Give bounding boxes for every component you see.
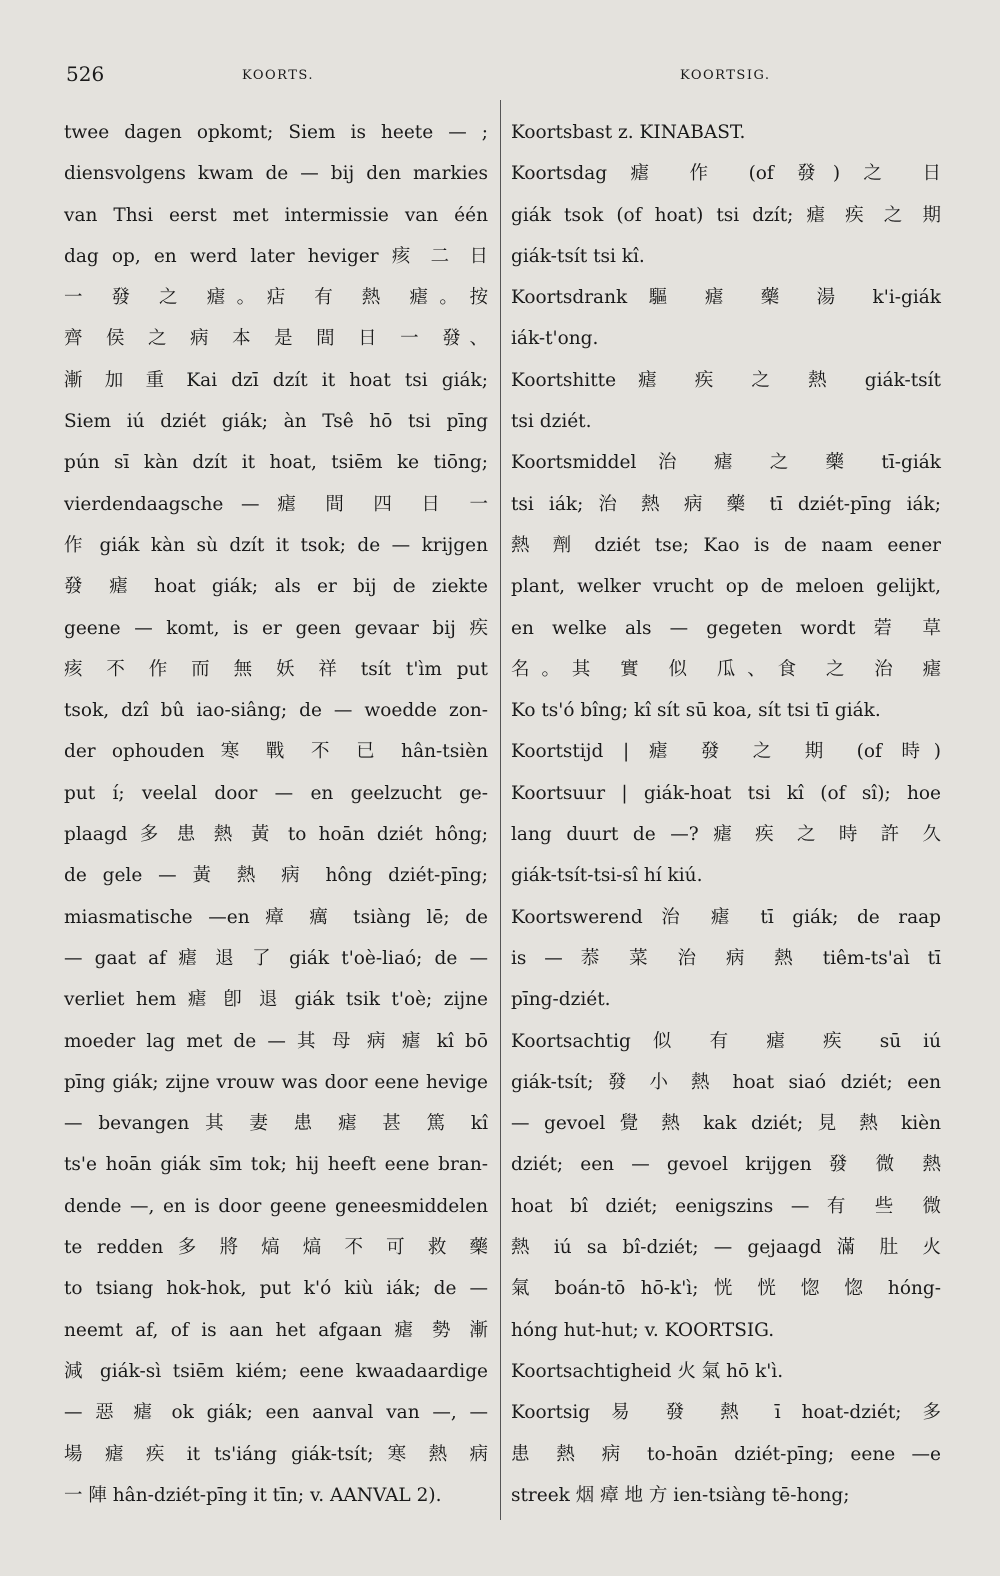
text-line: 名。其 實 似 瓜、食 之 治 瘧 <box>511 658 941 680</box>
text-line: miasmatische —en 瘴 癘 tsiàng lē; de <box>64 906 488 928</box>
text-line: to tsiang hok-hok, put k'ó kiù iák; de — <box>64 1278 488 1300</box>
text-line: 熱 iú sa bî-dziét; — gejaagd 滿 肚 火 <box>511 1237 941 1259</box>
text-line: dag op, en werd later heviger 痎 二 日 <box>64 245 488 267</box>
text-line: pīng-dziét. <box>511 989 611 1011</box>
page-header <box>0 62 1000 92</box>
text-line: giák-tsít; 發 小 熱 hoat siaó dziét; een <box>511 1071 941 1093</box>
text-line: der ophouden 寒 戰 不 已 hân-tsièn <box>64 741 488 763</box>
text-line: ts'e hoān giák sīm tok; hij heeft eene bran- <box>64 1154 488 1176</box>
text-line: Koortsachtig 似 有 瘧 疾 sū iú <box>511 1030 941 1052</box>
text-line: giák-tsít tsi kî. <box>511 245 645 267</box>
text-line: Koortsmiddel 治 瘧 之 藥 tī-giák <box>511 452 941 474</box>
text-line: en welke als — gegeten wordt 菪 草 <box>511 617 941 639</box>
text-line: Koortsachtigheid 火 氣 hō k'ì. <box>511 1360 784 1382</box>
text-line: tsi iák; 治 熱 病 藥 tī dziét-pīng iák; <box>511 493 941 515</box>
text-line: Koortstijd | 瘧 發 之 期 (of 時) <box>511 741 941 763</box>
left-column <box>64 112 488 1516</box>
text-line: streek 烟 瘴 地 方 ien-tsiàng tē-hong; <box>511 1484 850 1506</box>
text-line: dziét; een — gevoel krijgen 發 微 熱 <box>511 1154 941 1176</box>
text-line: hóng hut-hut; v. KOORTSIG. <box>511 1319 775 1341</box>
text-line: 場 瘧 疾 it ts'iáng giák-tsít; 寒 熱 病 <box>64 1443 488 1465</box>
text-line: 患 熱 病 to-hoān dziét-pīng; eene —e <box>511 1443 941 1465</box>
text-line: 一 發 之 瘧。痁 有 熱 瘧。按 <box>64 287 488 309</box>
running-head-right: KOORTSIG. <box>680 68 771 83</box>
text-line: is — 菾 菜 治 病 熱 tiêm-ts'aì tī <box>511 947 941 969</box>
text-line: iák-t'ong. <box>511 328 599 350</box>
text-line: Koortsdag 瘧 作 (of 發) 之 日 <box>511 163 941 185</box>
right-column <box>511 112 941 1516</box>
running-head-left: KOORTS. <box>242 68 314 83</box>
text-line: — bevangen 其 妻 患 瘧 甚 篤 kî <box>64 1113 488 1135</box>
text-line: 漸 加 重 Kai dzī dzít it hoat tsi giák; <box>64 369 488 391</box>
text-line: 齊 侯 之 病 本 是 間 日 一 發、 <box>64 328 488 350</box>
text-line: van Thsi eerst met intermissie van één <box>64 204 488 226</box>
text-line: — gevoel 覺 熱 kak dziét; 見 熱 kièn <box>511 1113 941 1135</box>
text-line: put í; veelal door — en geelzucht ge- <box>64 782 488 804</box>
text-line: de gele — 黃 熱 病 hông dziét-pīng; <box>64 865 488 887</box>
text-line: neemt af, of is aan het afgaan 瘧 勢 漸 <box>64 1319 488 1341</box>
text-line: 熱 劑 dziét tse; Kao is de naam eener <box>511 534 941 556</box>
text-line: giák tsok (of hoat) tsi dzít; 瘧 疾 之 期 <box>511 204 941 226</box>
text-line: 減 giák-sì tsiēm kiém; eene kwaadaardige <box>64 1360 488 1382</box>
text-line: lang duurt de —? 瘧 疾 之 時 許 久 <box>511 824 941 846</box>
text-line: 氣 boán-tō hō-k'ì; 恍 恍 惚 惚 hóng- <box>511 1278 941 1300</box>
text-line: Koortsbast z. KINABAST. <box>511 122 746 143</box>
text-line: geene — komt, is er geen gevaar bij 疾 <box>64 617 488 639</box>
text-line: hoat bî dziét; eenigszins — 有 些 微 <box>511 1195 941 1217</box>
text-line: diensvolgens kwam de — bij den markies <box>64 163 488 185</box>
text-line: 痎 不 作 而 無 妖 祥 tsít t'ìm put <box>64 658 488 680</box>
text-line: — 惡 瘧 ok giák; een aanval van —, — <box>64 1402 488 1424</box>
text-line: plant, welker vrucht op de meloen gelijkt, <box>511 576 941 598</box>
text-line: dende —, en is door geene geneesmiddelen <box>64 1195 488 1217</box>
text-line: 一 陣 hân-dziét-pīng it tīn; v. AANVAL 2). <box>64 1484 442 1506</box>
text-line: — gaat af 瘧 退 了 giák t'oè-liaó; de — <box>64 947 488 969</box>
text-line: twee dagen opkomt; Siem is heete — ; <box>64 122 488 143</box>
text-line: Koortswerend 治 瘧 tī giák; de raap <box>511 906 941 928</box>
text-line: 發 瘧 hoat giák; als er bij de ziekte <box>64 576 488 598</box>
text-line: Ko ts'ó bîng; kî sít sū koa, sít tsi tī giák. <box>511 700 881 722</box>
text-line: Koortsuur | giák-hoat tsi kî (of sî); hoe <box>511 782 941 804</box>
text-line: Siem iú dziét giák; àn Tsê hō tsi pīng <box>64 411 488 433</box>
text-line: plaagd 多 患 熱 黃 to hoān dziét hông; <box>64 824 488 846</box>
text-line: tsok, dzî bû iao-siâng; de — woedde zon- <box>64 700 488 722</box>
text-line: Koortsig 易 發 熱 ī hoat-dziét; 多 <box>511 1402 941 1424</box>
text-line: verliet hem 瘧 卽 退 giák tsik t'oè; zijne <box>64 989 488 1011</box>
text-line: pīng giák; zijne vrouw was door eene hevige <box>64 1071 488 1093</box>
column-divider <box>500 100 501 1520</box>
text-line: giák-tsít-tsi-sî hí kiú. <box>511 865 703 887</box>
page-number: 526 <box>66 62 105 86</box>
text-line: vierdendaagsche — 瘧 間 四 日 一 <box>64 493 488 515</box>
text-line: Koortshitte 瘧 疾 之 熱 giák-tsít <box>511 369 941 391</box>
text-line: te redden 多 將 熇 熇 不 可 救 藥 <box>64 1237 488 1259</box>
text-line: Koortsdrank 驅 瘧 藥 湯 k'i-giák <box>511 287 941 309</box>
text-line: tsi dziét. <box>511 411 592 433</box>
text-line: 作 giák kàn sù dzít it tsok; de — krijgen <box>64 534 488 556</box>
text-line: moeder lag met de — 其 母 病 瘧 kî bō <box>64 1030 488 1052</box>
text-line: pún sī kàn dzít it hoat, tsiēm ke tiōng; <box>64 452 488 474</box>
